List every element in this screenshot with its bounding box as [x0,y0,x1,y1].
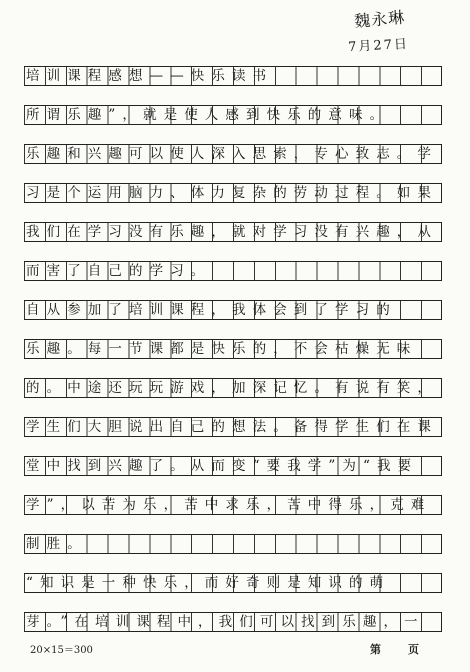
grid-row [24,105,442,125]
grid-row [24,339,442,359]
row-text: 的。中途还玩玩游戏，加深记忆。有说有笑， [26,380,438,396]
handwritten-date: 7月27日 [347,36,410,56]
author-signature: 魏永琳 [353,7,406,32]
grid-row [24,417,442,437]
grid-row [24,495,442,515]
row-text: 堂中找到兴趣了。从而变“要我学”为“我要 [26,458,419,474]
grid-row [24,261,442,281]
grid-row [24,612,442,632]
row-text: 自从参加了培训课程，我体会到了学习的 [26,302,397,318]
row-text: 乐趣和兴趣可以使人深入思索，专心致志。学 [26,146,438,162]
grid-row [24,456,442,476]
row-text: 习是个运用脑力、体力复杂的劳动过程。如果 [26,185,438,201]
grid-row [24,183,442,203]
row-text: 我们在学习没有乐趣，就对学习没有兴趣，从 [26,224,438,240]
row-text: “知识是一种快乐，而好奇则是知识的萌 [26,575,391,591]
grid-row [24,300,442,320]
grid-row [24,378,442,398]
page-suffix-label: 页 [408,643,419,656]
grid-spec-label: 20×15＝300 [30,645,93,656]
grid-row [24,534,442,554]
grid-row [24,144,442,164]
page-label: 第 [370,643,381,656]
row-text-title: 培训课程感想——快乐读书 [26,68,274,84]
row-text: 而害了自己的学习。 [26,263,212,279]
row-text: 学生们大胆说出自己的想法。备得学生们在课 [26,419,438,435]
grid-row [24,66,442,86]
grid-row [24,222,442,242]
row-text: 制胜。 [26,536,88,552]
row-text: 所谓乐趣”，就是使人感到快乐的意味。 [26,107,391,123]
grid-row [24,573,442,593]
row-text: 芽。”在培训课程中，我们可以找到乐趣，一 [26,614,425,630]
row-text: 乐趣。每一节课都是快乐的，不会枯燥无味 [26,341,418,357]
row-text: 学”，以苦为乐，苦中求乐，苦中得乐，克难 [26,497,432,513]
